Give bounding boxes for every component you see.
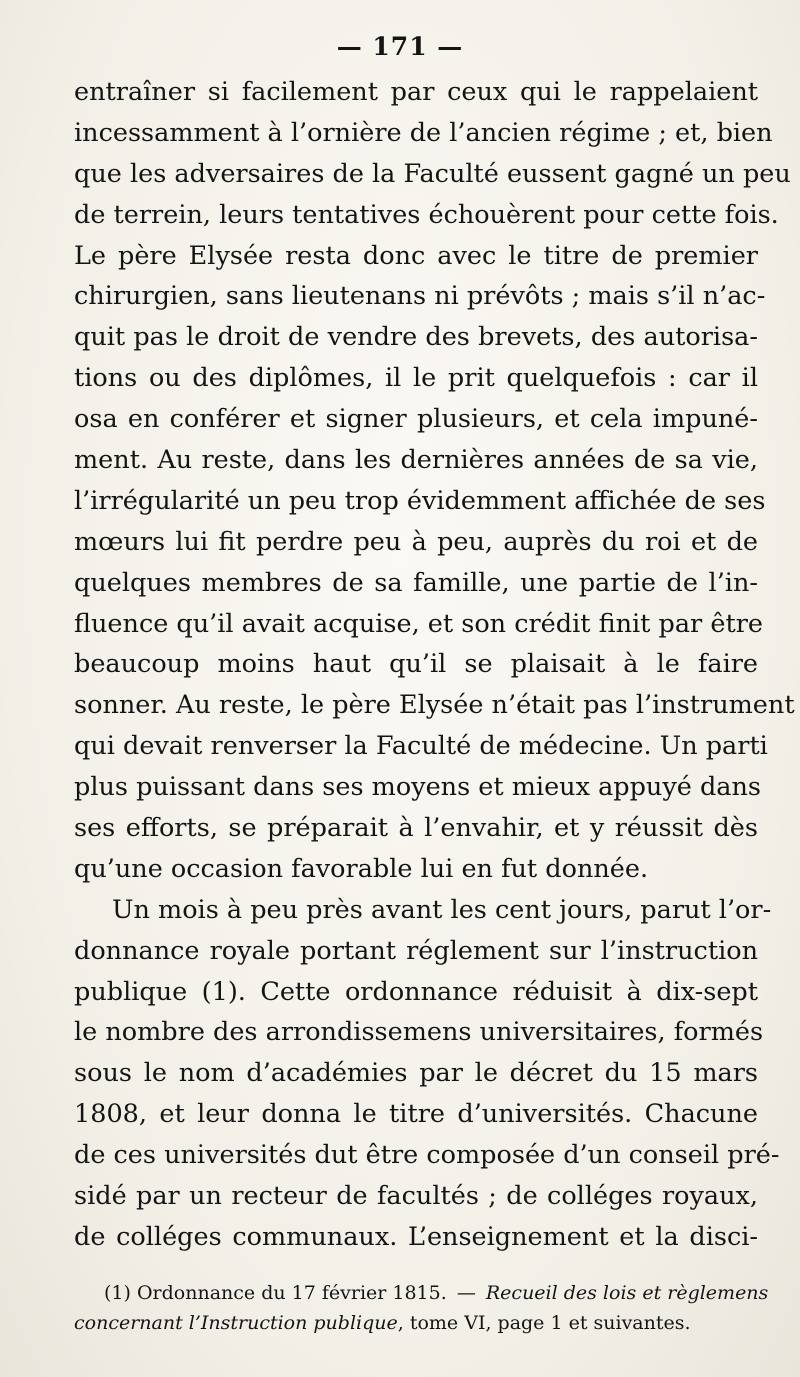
body-text [74,72,795,1258]
text-line: l’irrégularité un peu trop évidemment affichée de ses [74,485,766,516]
text-line: entraîner si facilement par ceux qui le rappelaient [74,77,758,107]
footnote-text: , tome VI, page 1 et suivantes. [397,1312,691,1334]
text-line: ment. Au reste, dans les dernières années de sa vie, [74,445,758,476]
text-line: sidé par un recteur de facultés ; de colléges royaux, [74,1181,758,1212]
text-line: mœurs lui fit perdre peu à peu, auprès du roi et de [74,526,758,557]
text-line: osa en conférer et signer plusieurs, et cela impuné- [74,404,758,435]
footnote [74,1278,769,1338]
text-line: sonner. Au reste, le père Elysée n’était pas l’instrument [74,690,795,721]
footnote-marker: (1) [104,1282,131,1304]
text-line: beaucoup moins haut qu’il se plaisait à le faire [74,649,758,680]
page-number: — 171 — [336,32,464,61]
text-line: chirurgien, sans lieutenans ni prévôts ; mais s’il n’ac- [74,281,766,312]
text-line: de ces universités dut être composée d’un conseil pré- [74,1140,780,1171]
text-line: donnance royale portant réglement sur l’instruction [74,935,758,966]
text-line: Un mois à peu près avant les cent jours, parut l’or- [112,894,772,925]
text-line: le nombre des arrondissemens universitaires, formés [74,1017,764,1048]
text-line: tions ou des diplômes, il le prit quelquefois : car il [74,363,758,394]
text-line: que les adversaires de la Faculté eussent gagné un peu [74,158,791,189]
text-line: sous le nom d’académies par le décret du 15 mars [74,1058,758,1089]
footnote-line [74,1308,758,1338]
text-line: Le père Elysée resta donc avec le titre de premier [74,240,758,271]
text-line: publique (1). Cette ordonnance réduisit à dix-sept [74,976,758,1007]
text-line: fluence qu’il avait acquise, et son crédit finit par être [74,608,763,639]
footnote-italic-text: concernant l’Instruction publique [74,1312,398,1334]
text-line: de terrein, leurs tentatives échouèrent pour cette fois. [74,199,779,230]
footnote-text: Ordonnance du 17 février 1815. [136,1282,447,1304]
text-line: qu’une occasion favorable lui en fut donnée. [74,853,649,884]
text-line: 1808, et leur donna le titre d’universités. Chacune [74,1099,758,1130]
footnote-line [74,1278,769,1308]
text-line: plus puissant dans ses moyens et mieux appuyé dans [74,772,761,803]
text-line: quit pas le droit de vendre des brevets, des autorisa- [74,322,758,353]
text-line: qui devait renverser la Faculté de médecine. Un parti [74,731,768,762]
text-line: quelques membres de sa famille, une partie de l’in- [74,567,758,598]
text-line: de colléges communaux. L’enseignement et la disci- [74,1221,758,1252]
footnote-italic-text: Recueil des lois et règlemens [485,1282,769,1304]
footnote-separator: — [456,1282,476,1304]
text-line: incessamment à l’ornière de l’ancien régime ; et, bien [74,117,773,148]
text-line: ses efforts, se préparait à l’envahir, et y réussit dès [74,813,758,844]
